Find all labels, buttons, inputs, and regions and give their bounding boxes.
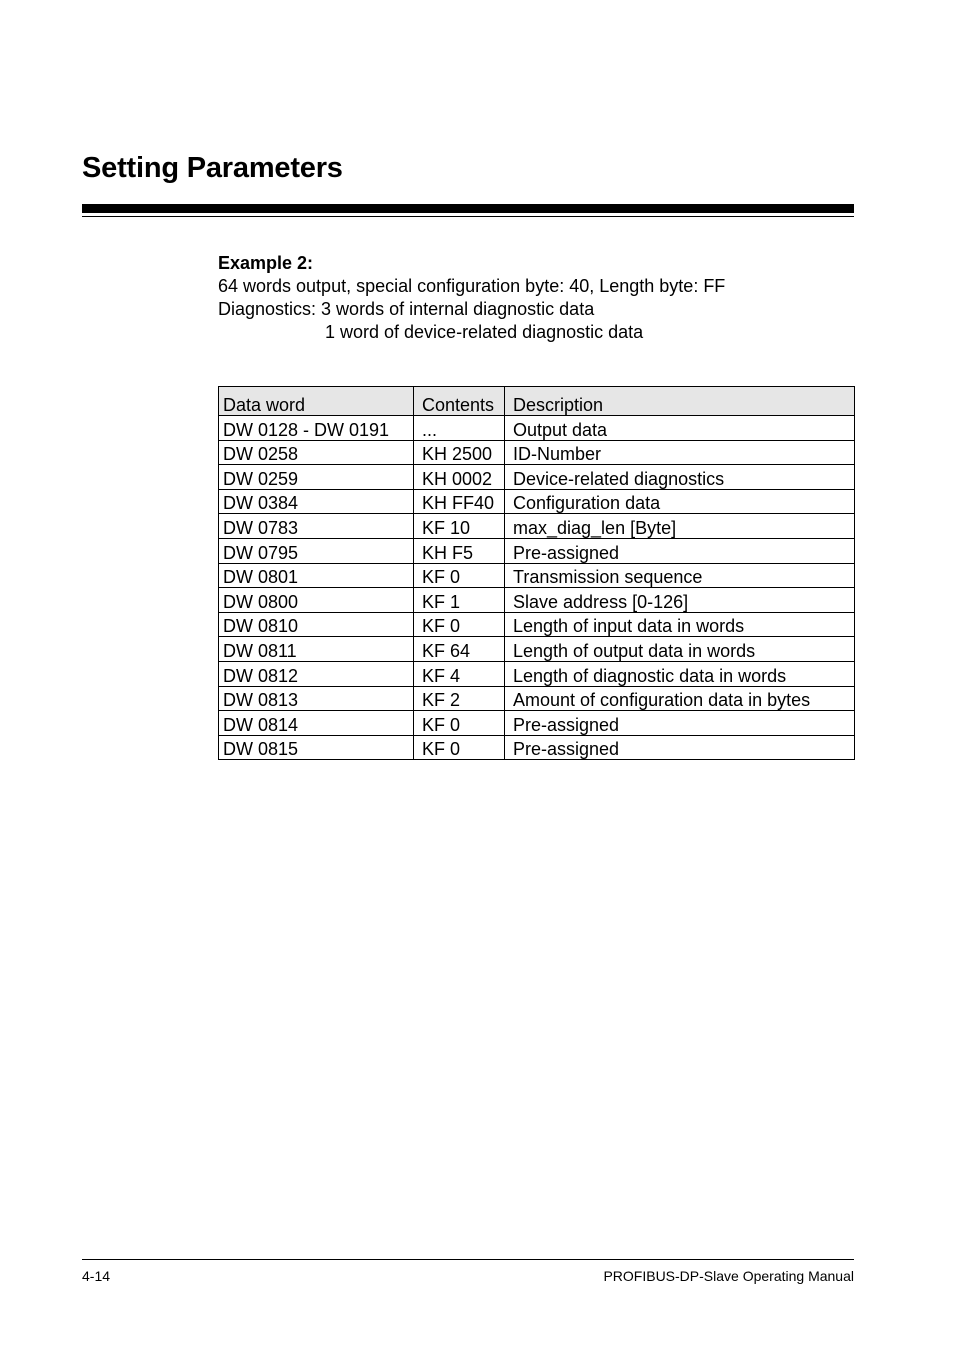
cell-description: Amount of configuration data in bytes	[505, 686, 855, 711]
title-rule-thin	[82, 216, 854, 217]
table-body	[219, 416, 855, 760]
cell-description: Length of input data in words	[505, 612, 855, 637]
cell-description: Pre-assigned	[505, 735, 855, 760]
cell-contents: KH 0002	[414, 465, 505, 490]
cell-description: Configuration data	[505, 489, 855, 514]
page-number: 4-14	[82, 1268, 111, 1284]
table-row	[219, 588, 855, 613]
manual-title: PROFIBUS-DP-Slave Operating Manual	[603, 1268, 854, 1284]
cell-contents: KF 2	[414, 686, 505, 711]
cell-contents: KH F5	[414, 538, 505, 563]
cell-data-word: DW 0259	[219, 465, 414, 490]
cell-description: Pre-assigned	[505, 711, 855, 736]
title-rule-thick	[82, 204, 854, 213]
cell-contents: ...	[414, 416, 505, 441]
table-row	[219, 538, 855, 563]
cell-contents: KF 4	[414, 661, 505, 686]
example-heading: Example 2:	[218, 253, 314, 273]
table-row	[219, 735, 855, 760]
cell-data-word: DW 0811	[219, 637, 414, 662]
cell-contents: KF 0	[414, 612, 505, 637]
table-row	[219, 637, 855, 662]
cell-contents: KF 10	[414, 514, 505, 539]
cell-contents: KH 2500	[414, 440, 505, 465]
table-row	[219, 711, 855, 736]
cell-data-word: DW 0814	[219, 711, 414, 736]
table-row	[219, 416, 855, 441]
cell-contents: KF 0	[414, 735, 505, 760]
cell-description: Slave address [0-126]	[505, 588, 855, 613]
column-header-data-word: Data word	[219, 387, 414, 416]
cell-data-word: DW 0258	[219, 440, 414, 465]
cell-description: Output data	[505, 416, 855, 441]
column-header-contents: Contents	[414, 387, 505, 416]
cell-data-word: DW 0810	[219, 612, 414, 637]
example-block	[218, 252, 725, 344]
cell-data-word: DW 0813	[219, 686, 414, 711]
cell-contents: KF 0	[414, 711, 505, 736]
cell-description: max_diag_len [Byte]	[505, 514, 855, 539]
page-title: Setting Parameters	[82, 152, 343, 184]
cell-description: Pre-assigned	[505, 538, 855, 563]
example-line: 64 words output, special configuration byte: 40, Length byte: FF	[218, 276, 726, 296]
cell-description: ID-Number	[505, 440, 855, 465]
table-row	[219, 440, 855, 465]
column-header-description: Description	[505, 387, 855, 416]
table-row	[219, 686, 855, 711]
cell-data-word: DW 0783	[219, 514, 414, 539]
cell-contents: KH FF40	[414, 489, 505, 514]
table-row	[219, 514, 855, 539]
table-row	[219, 489, 855, 514]
cell-data-word: DW 0384	[219, 489, 414, 514]
table-header-row	[219, 387, 855, 416]
table-row	[219, 661, 855, 686]
cell-description: Length of output data in words	[505, 637, 855, 662]
cell-contents: KF 64	[414, 637, 505, 662]
cell-contents: KF 1	[414, 588, 505, 613]
cell-data-word: DW 0801	[219, 563, 414, 588]
cell-contents: KF 0	[414, 563, 505, 588]
cell-description: Transmission sequence	[505, 563, 855, 588]
cell-description: Device-related diagnostics	[505, 465, 855, 490]
cell-data-word: DW 0128 - DW 0191	[219, 416, 414, 441]
table-row	[219, 563, 855, 588]
cell-data-word: DW 0800	[219, 588, 414, 613]
example-line: 1 word of device-related diagnostic data	[325, 322, 644, 342]
cell-data-word: DW 0812	[219, 661, 414, 686]
cell-data-word: DW 0815	[219, 735, 414, 760]
example-line: Diagnostics: 3 words of internal diagnostic data	[218, 299, 595, 319]
table-row	[219, 612, 855, 637]
parameter-table	[218, 386, 855, 760]
table-row	[219, 465, 855, 490]
cell-data-word: DW 0795	[219, 538, 414, 563]
footer-rule	[82, 1259, 854, 1260]
cell-description: Length of diagnostic data in words	[505, 661, 855, 686]
